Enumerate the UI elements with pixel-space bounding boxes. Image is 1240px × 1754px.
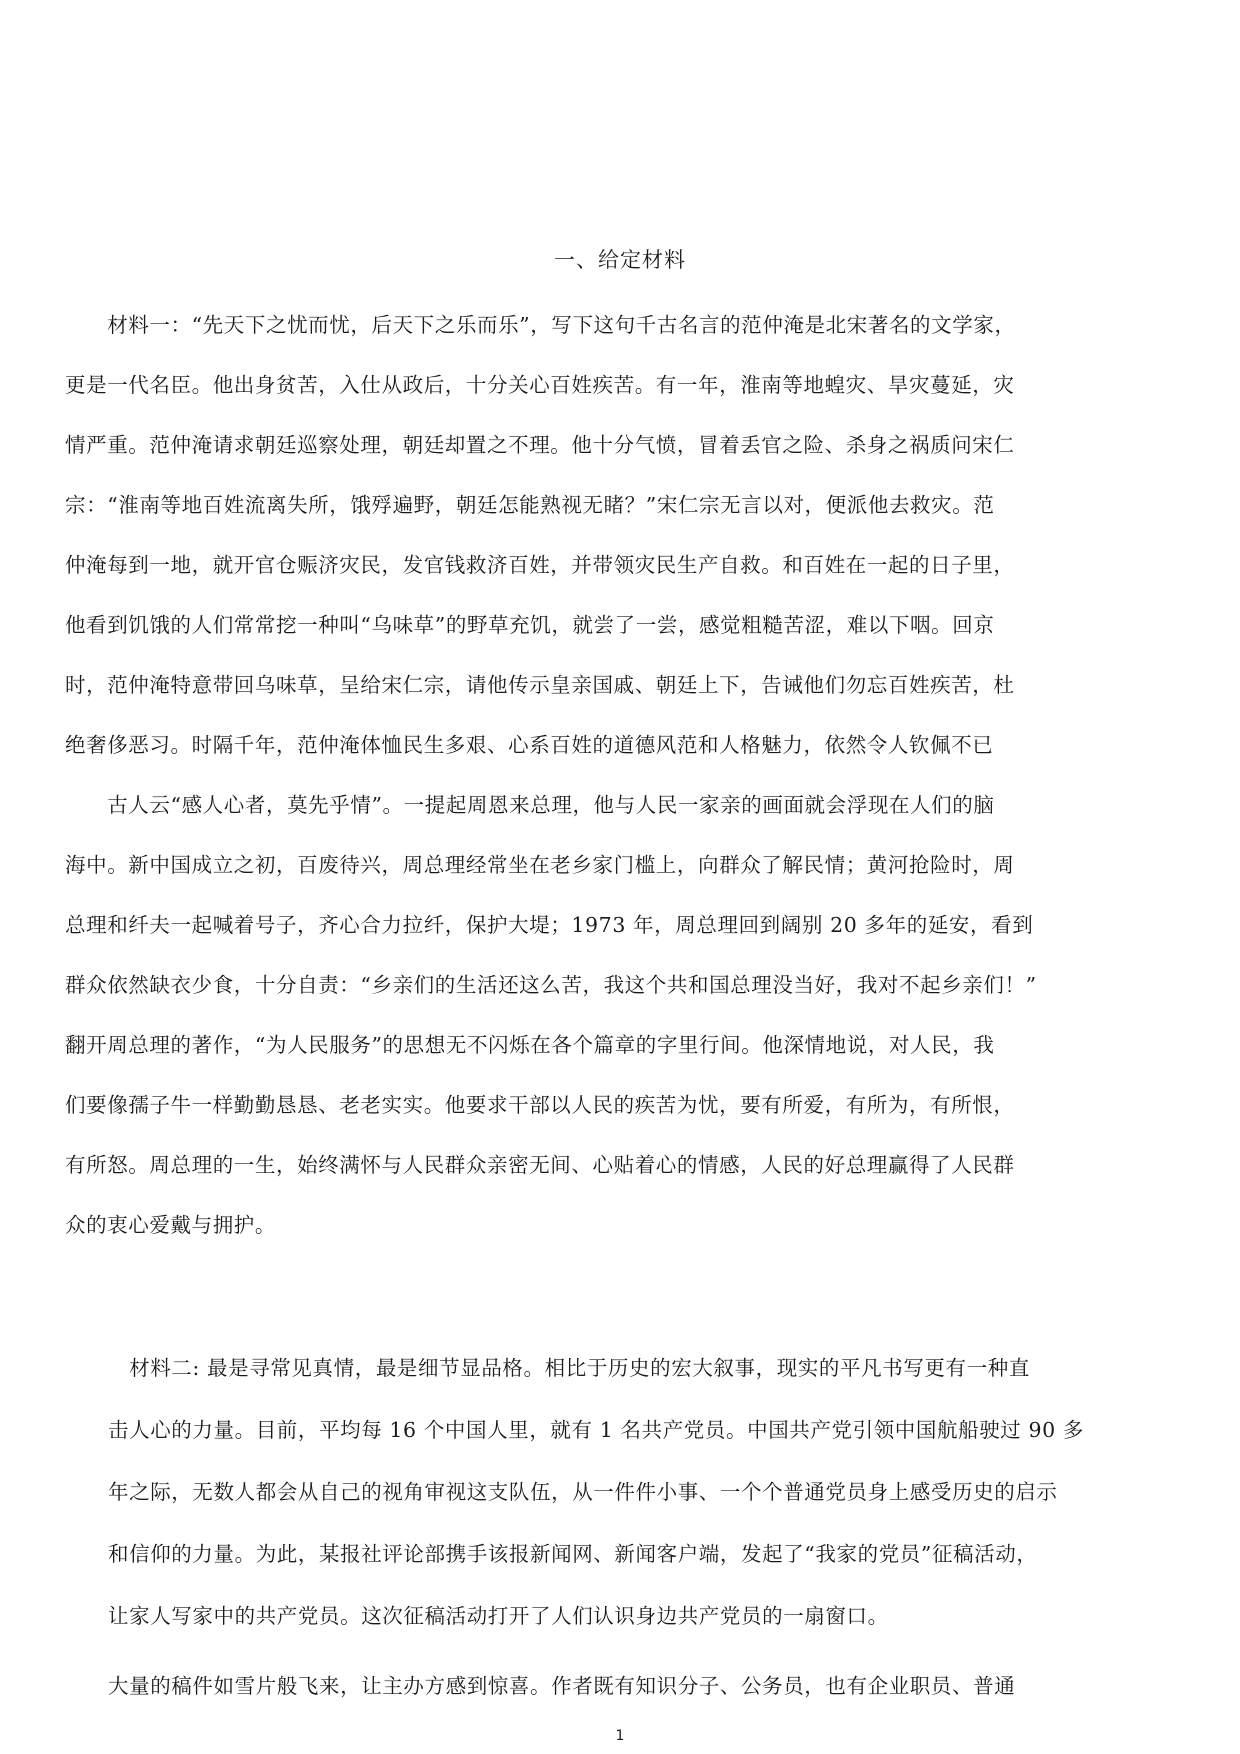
- text-line: 有所怒。周总理的一生，始终满怀与人民群众亲密无间、心贴着心的情感，人民的好总理赢得了人民群: [65, 1153, 1015, 1177]
- text-line: 古人云“感人心者，莫先乎情”。一提起周恩来总理，他与人民一家亲的画面就会浮现在人们的脑: [65, 793, 995, 817]
- text-line: 和信仰的力量。为此，某报社评论部携手该报新闻网、新闻客户端，发起了“我家的党员”征稿活动，: [108, 1542, 1038, 1566]
- text-line: 宗：“淮南等地百姓流离失所，饿殍遍野，朝廷怎能熟视无睹？”宋仁宗无言以对，便派他去救灾。范: [65, 493, 995, 517]
- text-line: 总理和纤夫一起喊着号子，齐心合力拉纤，保护大堤；1973 年，周总理回到阔别 20 多年的延安，看到: [65, 913, 1034, 937]
- page-number: 1: [615, 1728, 625, 1744]
- text-line: 材料一：“先天下之忧而忧，后天下之乐而乐”，写下这句千古名言的范仲淹是北宋著名的文学家，: [65, 313, 1016, 337]
- text-line: 绝奢侈恶习。时隔千年，范仲淹体恤民生多艰、心系百姓的道德风范和人格魅力，依然令人钦佩不已: [65, 733, 994, 757]
- text-line: 仲淹每到一地，就开官仓赈济灾民，发官钱救济百姓，并带领灾民生产自救。和百姓在一起的日子里，: [65, 553, 1015, 577]
- section-title: 一、给定材料: [554, 248, 686, 272]
- text-line: 击人心的力量。目前，平均每 16 个中国人里，就有 1 名共产党员。中国共产党引领中国航船驶过 90 多: [108, 1418, 1085, 1442]
- text-line: 情严重。范仲淹请求朝廷巡察处理，朝廷却置之不理。他十分气愤，冒着丢官之险、杀身之祸质问宋仁: [65, 433, 1015, 457]
- text-line: 让家人写家中的共产党员。这次征稿活动打开了人们认识身边共产党员的一扇窗口。: [108, 1604, 889, 1628]
- text-line: 翻开周总理的著作，“为人民服务”的思想无不闪烁在各个篇章的字里行间。他深情地说，对人民，我: [65, 1033, 995, 1057]
- text-line: 年之际，无数人都会从自己的视角审视这支队伍，从一件件小事、一个个普通党员身上感受历史的启示: [108, 1480, 1058, 1504]
- text-line: 海中。新中国成立之初，百废待兴，周总理经常坐在老乡家门槛上，向群众了解民情；黄河抢险时，周: [65, 853, 1015, 877]
- text-line: 更是一代名臣。他出身贫苦，入仕从政后，十分关心百姓疾苦。有一年，淮南等地蝗灾、旱灾蔓延，灾: [65, 373, 1015, 397]
- text-line: 大量的稿件如雪片般飞来，让主办方感到惊喜。作者既有知识分子、公务员，也有企业职员、普通: [108, 1674, 1016, 1698]
- text-line: 众的衷心爱戴与拥护。: [65, 1213, 276, 1237]
- text-line: 他看到饥饿的人们常常挖一种叫“乌味草”的野草充饥，就尝了一尝，感觉粗糙苦涩，难以下咽。回京: [65, 613, 995, 637]
- text-line: 们要像孺子牛一样勤勤恳恳、老老实实。他要求干部以人民的疾苦为忧，要有所爱，有所为，有所恨，: [65, 1093, 1015, 1117]
- text-line: 时，范仲淹特意带回乌味草，呈给宋仁宗，请他传示皇亲国戚、朝廷上下，告诫他们勿忘百姓疾苦，杜: [65, 673, 1015, 697]
- text-line: 材料二: 最是寻常见真情，最是细节显品格。相比于历史的宏大叙事，现实的平凡书写更有一种直: [108, 1356, 1030, 1380]
- text-line: 群众依然缺衣少食，十分自责：“乡亲们的生活还这么苦，我这个共和国总理没当好，我对不起乡亲们！”: [65, 973, 1037, 997]
